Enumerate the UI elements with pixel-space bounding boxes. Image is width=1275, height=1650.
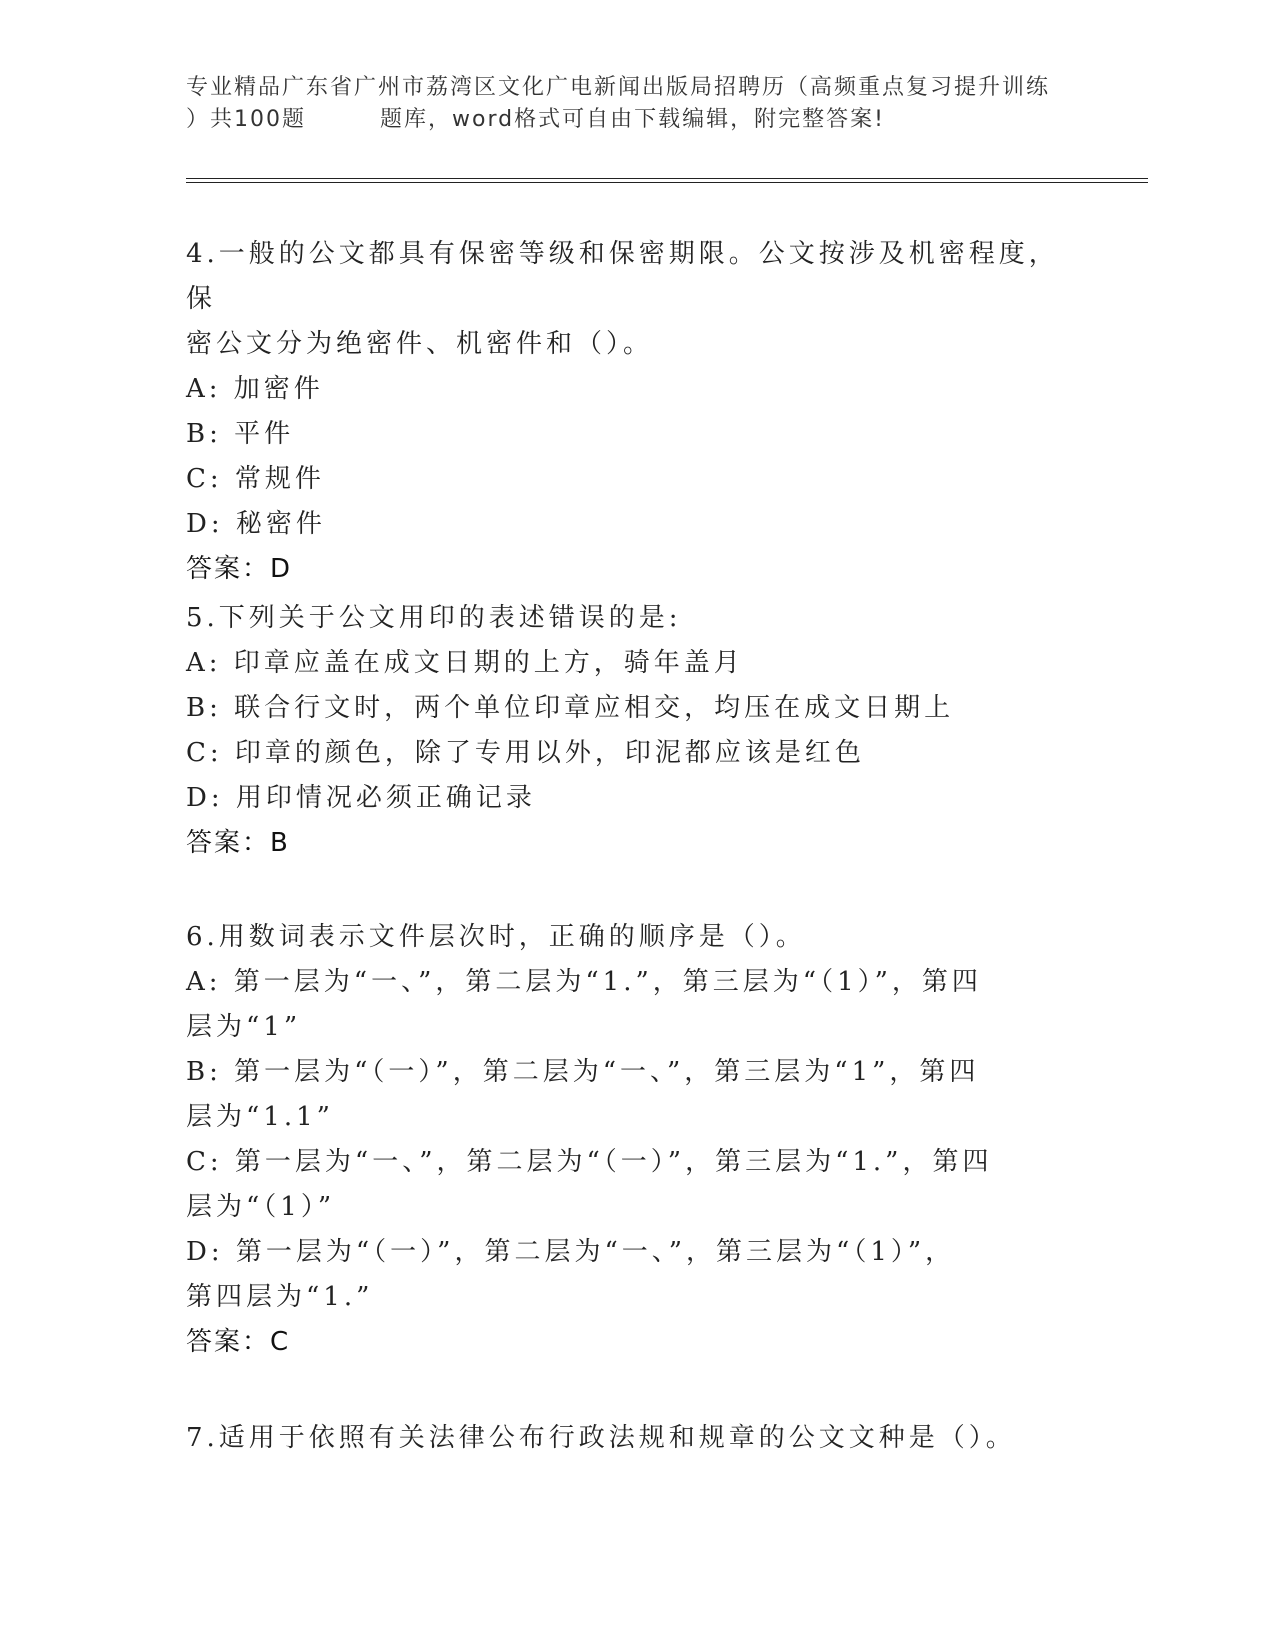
header-divider-bottom [186,182,1148,183]
header-title-line1: 专业精品广东省广州市荔湾区文化广电新闻出版局招聘历（高频重点复习提升训练 [186,75,1051,100]
answer: 答案：D [186,554,293,584]
header-divider-top [186,178,1148,179]
option-d-line2: 第四层为“1.” [186,1282,374,1312]
option-a-line2: 层为“1” [186,1012,302,1042]
option-b: B: 联合行文时，两个单位印章应相交，均压在成文日期上 [186,693,955,723]
option-b: B: 平件 [186,419,295,449]
option-c: C: 印章的颜色，除了专用以外，印泥都应该是红色 [186,738,865,768]
question-7 [186,1416,1066,1461]
question-stem-line1: 4.一般的公文都具有保密等级和保密期限。公文按涉及机密程度，保 [186,239,1059,314]
option-b-line1: B: 第一层为“（一）”，第二层为“一、”，第三层为“1”，第四 [186,1057,980,1087]
option-a: A: 加密件 [186,374,324,404]
option-d: D: 用印情况必须正确记录 [186,783,536,813]
question-4 [186,232,1066,592]
question-6 [186,915,1066,1365]
option-c-line1: C: 第一层为“一、”，第二层为“（一）”，第三层为“1.”，第四 [186,1147,993,1177]
option-c: C: 常规件 [186,464,325,494]
answer: 答案：C [186,1327,291,1357]
question-stem: 7.适用于依照有关法律公布行政法规和规章的公文文种是（）。 [186,1423,1016,1453]
page-header [186,72,1086,136]
header-title-line2 [186,104,1086,136]
option-d: D: 秘密件 [186,509,326,539]
question-5 [186,596,1066,866]
answer: 答案：B [186,828,290,858]
option-a-line1: A: 第一层为“一、”，第二层为“1.”，第三层为“（1）”，第四 [186,967,982,997]
question-stem: 5.下列关于公文用印的表述错误的是: [186,603,682,633]
header-count: ）共100题 [186,107,306,132]
question-stem: 6.用数词表示文件层次时，正确的顺序是（）。 [186,922,806,952]
option-d-line1: D: 第一层为“（一）”，第二层为“一、”，第三层为“（1）”， [186,1237,956,1267]
option-c-line2: 层为“（1）” [186,1192,336,1222]
option-a: A: 印章应盖在成文日期的上方，骑年盖月 [186,648,744,678]
option-b-line2: 层为“1.1” [186,1102,334,1132]
header-description: 题库，word格式可自由下载编辑，附完整答案! [380,107,885,132]
question-stem-line2: 密公文分为绝密件、机密件和（）。 [186,329,654,359]
